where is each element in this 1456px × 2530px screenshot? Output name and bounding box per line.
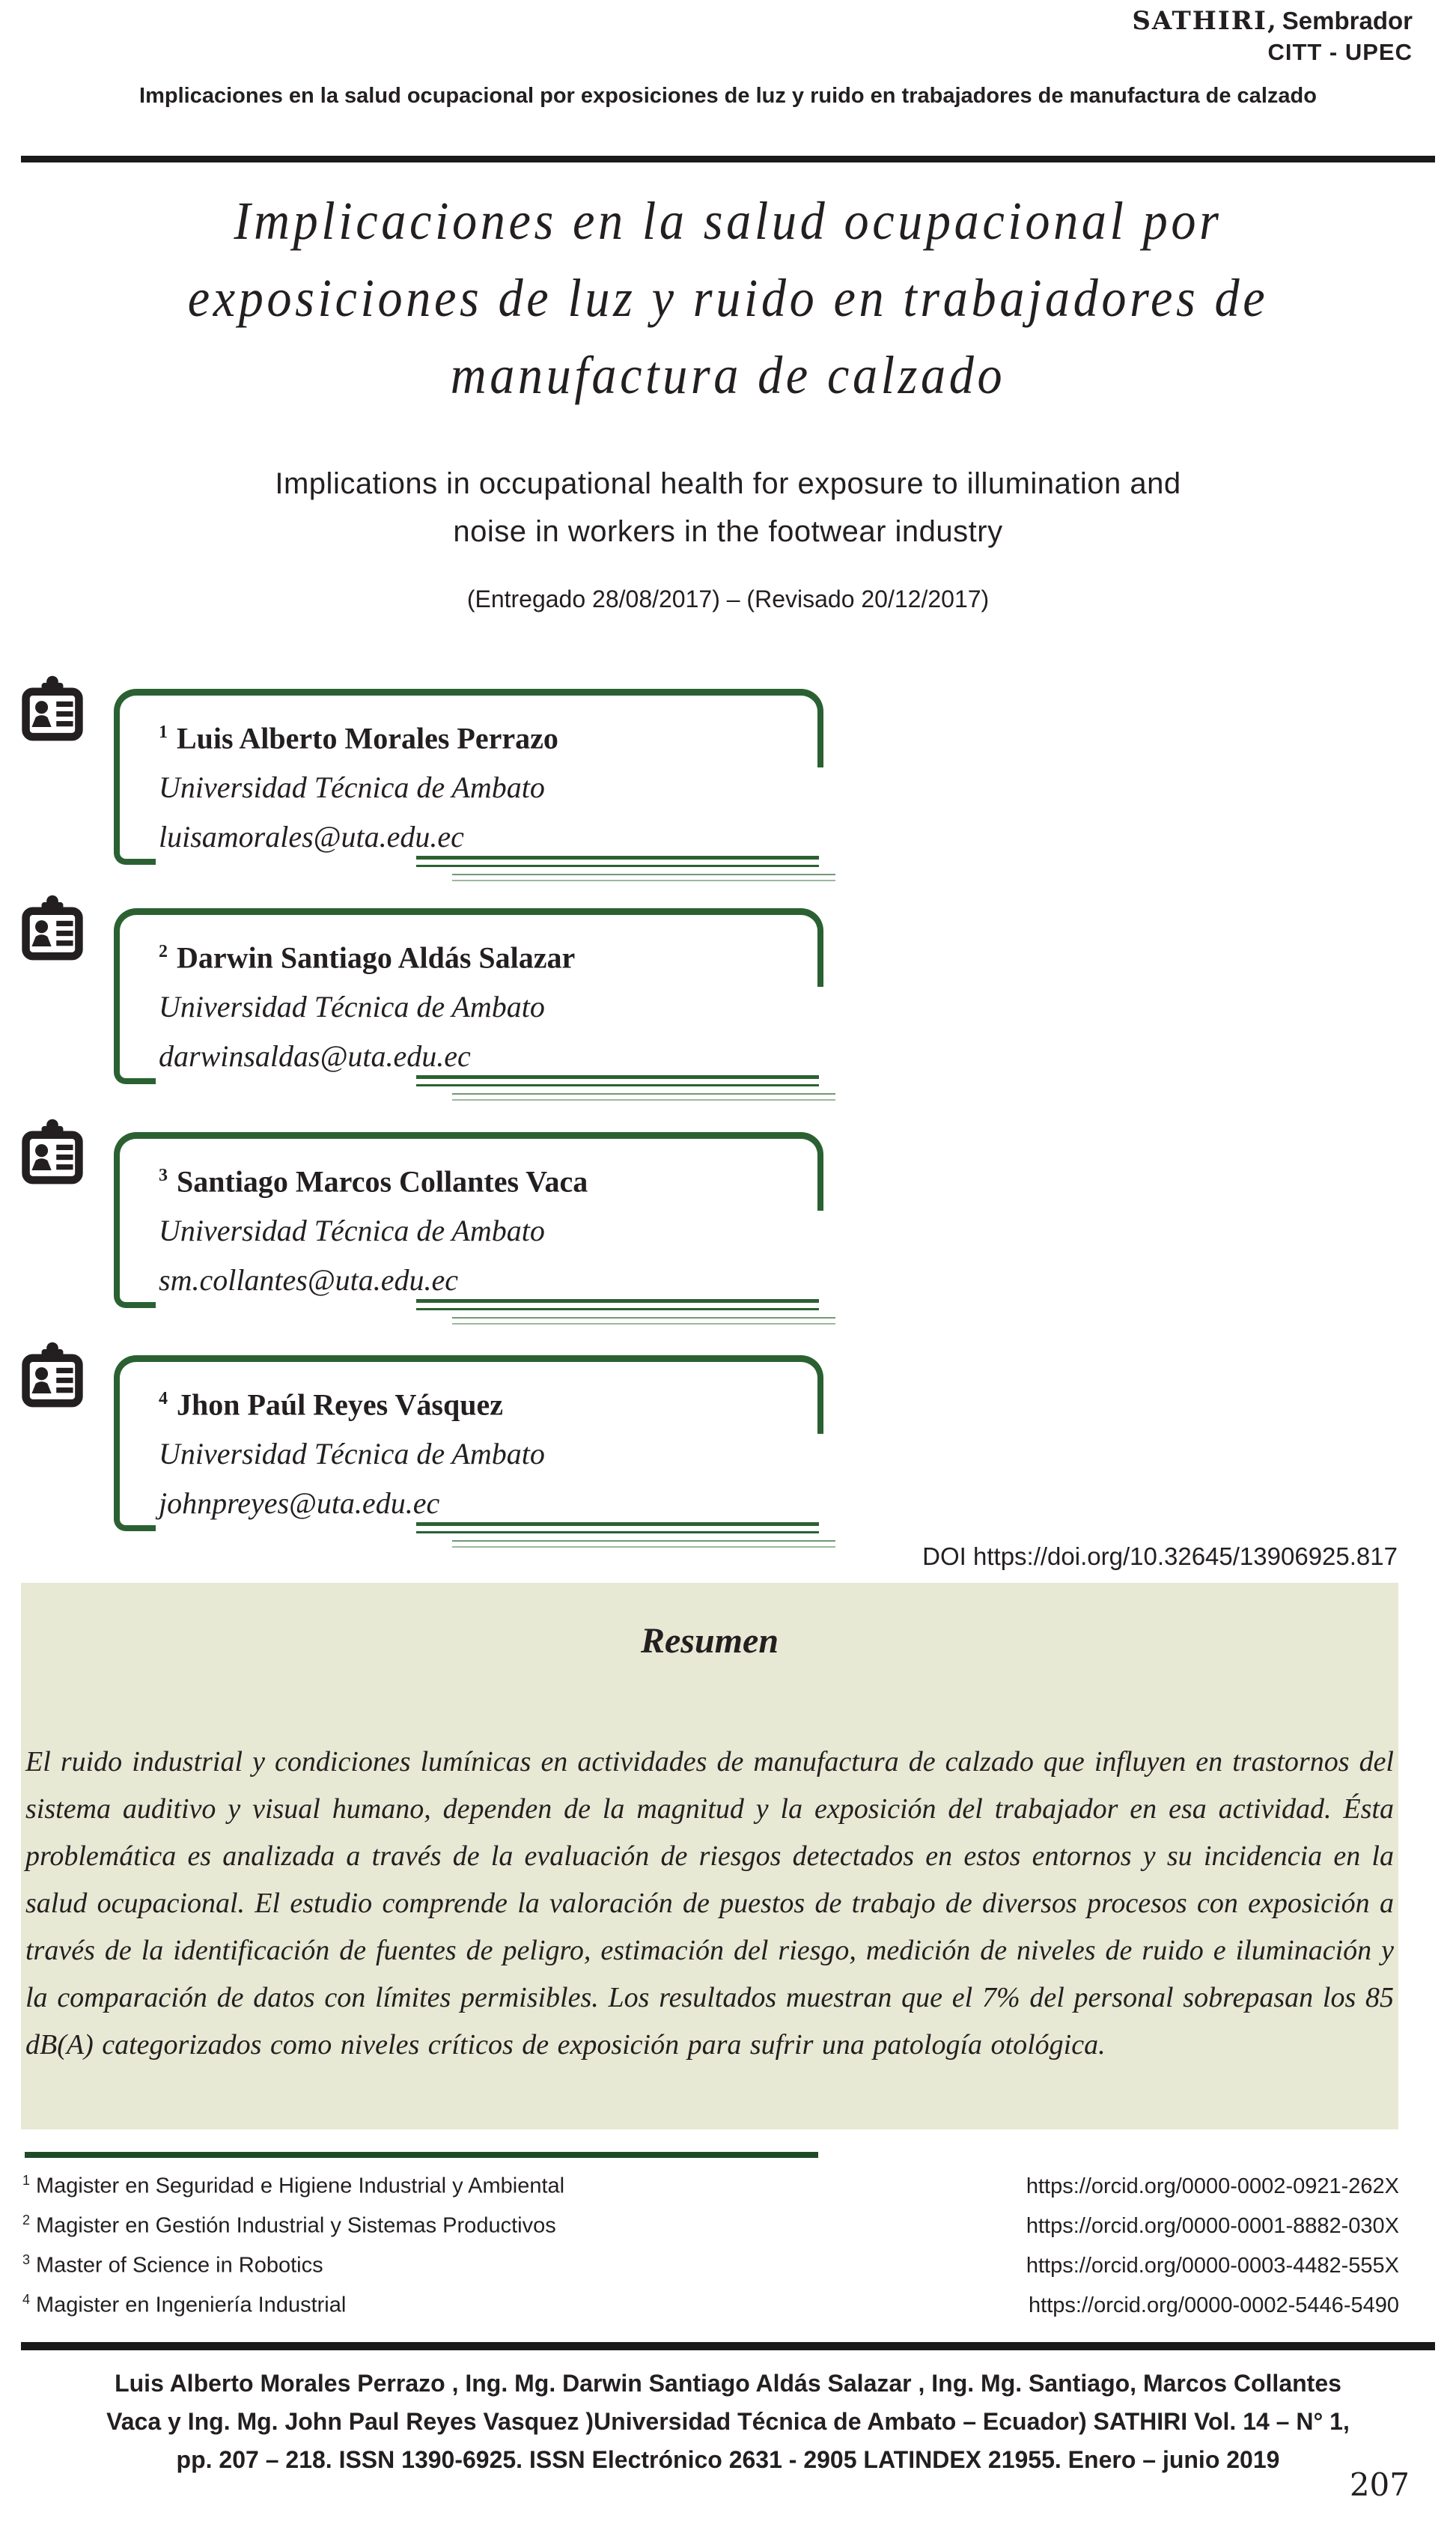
citation-line: Luis Alberto Morales Perrazo , Ing. Mg. Darwin Santiago Aldás Salazar , Ing. Mg. Santiago, Marcos Collantes [115, 2370, 1341, 2397]
footnote-row [22, 2252, 1399, 2292]
ornament-line [416, 865, 819, 867]
orcid-link[interactable]: https://orcid.org/0000-0002-5446-5490 [1029, 2293, 1399, 2317]
author-footnote-mark: 2 [159, 942, 168, 961]
footnote-mark: 2 [22, 2213, 31, 2228]
title-line: manufactura de calzado [450, 345, 1006, 405]
id-card-icon [21, 674, 84, 743]
card-frame-detail [114, 1283, 156, 1308]
ornament-line [452, 1093, 835, 1095]
author-block [0, 1106, 1456, 1328]
author-name: $^3$ Santiago Marcos Collantes Vaca [159, 1164, 588, 1199]
divider-ornament [416, 1522, 819, 1548]
ornament-line [452, 1546, 835, 1548]
footnote-separator [25, 2152, 818, 2158]
footnote-text: $^4$ Magister en Ingeniería Industrial [22, 2292, 347, 2317]
ornament-line-group [452, 1317, 835, 1325]
orcid-link[interactable]: https://orcid.org/0000-0002-0921-262X [1026, 2174, 1399, 2198]
card-frame-detail [114, 1506, 156, 1531]
ornament-line [452, 1099, 835, 1101]
orcid-link[interactable]: https://orcid.org/0000-0003-4482-555X [1026, 2253, 1399, 2278]
author-affiliation: Universidad Técnica de Ambato [159, 1214, 545, 1248]
ornament-line [416, 1308, 819, 1310]
footnote-mark: 1 [22, 2173, 31, 2188]
ornament-line [416, 1522, 819, 1526]
author-card-frame [114, 1132, 823, 1298]
author-info [120, 696, 817, 862]
author-card-frame [114, 1355, 823, 1521]
id-card-icon [21, 1340, 84, 1409]
ornament-line [452, 874, 835, 875]
journal-masthead [1132, 6, 1413, 36]
footnote-row [22, 2213, 1399, 2252]
author-name: $^4$ Jhon Paúl Reyes Vásquez [159, 1387, 503, 1422]
ornament-line [452, 1540, 835, 1542]
ornament-line [452, 1317, 835, 1319]
author-info [120, 1139, 817, 1305]
footnote-mark: 4 [22, 2292, 31, 2307]
author-card-frame [114, 908, 823, 1074]
author-name: $^1$ Luis Alberto Morales Perrazo [159, 721, 558, 755]
footnote-row [22, 2292, 1399, 2332]
id-card-icon-svg [21, 893, 84, 962]
ornament-line-group [452, 1093, 835, 1101]
divider-ornament [416, 1299, 819, 1325]
abstract-section [21, 1583, 1398, 2129]
author-email[interactable]: sm.collantes@uta.edu.ec [159, 1263, 459, 1298]
citation-block [28, 2365, 1428, 2479]
ornament-line [416, 1299, 819, 1303]
id-card-icon-svg [21, 674, 84, 743]
author-card-frame [114, 689, 823, 854]
journal-tagline: Sembrador [1282, 7, 1413, 34]
author-email[interactable]: johnpreyes@uta.edu.ec [159, 1486, 440, 1521]
footnote-text: $^1$ Magister en Seguridad e Higiene Industrial y Ambiental [22, 2173, 565, 2198]
footer-rule [21, 2342, 1435, 2350]
author-block [0, 882, 1456, 1104]
author-footnote-mark: 1 [159, 723, 168, 742]
title-line: exposiciones de luz y ruido en trabajadores de [187, 268, 1269, 328]
article-title-en [0, 460, 1456, 556]
author-name: $^2$ Darwin Santiago Aldás Salazar [159, 940, 576, 975]
ornament-line-group [452, 874, 835, 881]
divider-ornament [416, 856, 819, 881]
card-frame-detail [817, 1434, 823, 1512]
footnote-text: $^2$ Magister en Gestión Industrial y Sistemas Productivos [22, 2213, 556, 2238]
abstract-heading: Resumen [640, 1621, 779, 1661]
abstract-text: El ruido industrial y condiciones lumínicas en actividades de manufactura de calzado que influyen en trastornos del sistema auditivo y visual humano, dependen de la magnitud y la exposición del trabajador en esa actividad. Ésta problemática es analizada a través de la evaluación de riesgos detectados en estos entornos y su incidencia en la salud ocupacional. El estudio comprende la valoración de puestos de trabajo de diversos procesos con exposición a través de la identificación de fuentes de peligro, estimación del riesgo, medición de niveles de ruido e iluminación y la comparación de datos con límites permisibles. Los resultados muestran que el 7% del personal sobrepasan los 85 dB(A) categorizados como niveles críticos de exposición para sufrir una patología otológica. [25, 1746, 1394, 2061]
title-line: noise in workers in the footwear industry [453, 515, 1003, 548]
page-number: 207 [1349, 2466, 1410, 2503]
author-affiliation: Universidad Técnica de Ambato [159, 990, 545, 1024]
ornament-line [452, 1323, 835, 1325]
submission-dates: (Entregado 28/08/2017) – (Revisado 20/12/2017) [466, 586, 990, 612]
footnote-mark: 3 [22, 2252, 31, 2267]
author-block [0, 663, 1456, 884]
journal-org: CITT - UPEC [1267, 39, 1413, 65]
id-card-icon-svg [21, 1340, 84, 1409]
article-title-es [58, 183, 1398, 414]
card-frame-detail [114, 1059, 156, 1084]
ornament-line [416, 1075, 819, 1079]
divider-ornament [416, 1075, 819, 1101]
citation-line: pp. 207 – 218. ISSN 1390-6925. ISSN Electrónico 2631 - 2905 LATINDEX 21955. Enero – junio 2019 [176, 2446, 1280, 2473]
author-affiliation: Universidad Técnica de Ambato [159, 1437, 545, 1471]
author-footnote-mark: 3 [159, 1166, 168, 1185]
card-frame-detail [114, 839, 156, 865]
orcid-link[interactable]: https://orcid.org/0000-0001-8882-030X [1026, 2213, 1399, 2238]
title-line: Implicaciones en la salud ocupacional por [234, 191, 1222, 251]
footnote-text: $^3$ Master of Science in Robotics [22, 2252, 323, 2278]
author-footnote-mark: 4 [159, 1389, 168, 1408]
author-info [120, 1362, 817, 1528]
citation-line: Vaca y Ing. Mg. John Paul Reyes Vasquez )Universidad Técnica de Ambato – Ecuador) SATHIRI Vol. 14 – N° 1, [106, 2408, 1350, 2435]
doi-link[interactable]: DOI https://doi.org/10.32645/13906925.817 [922, 1542, 1398, 1570]
author-email[interactable]: luisamorales@uta.edu.ec [159, 820, 464, 854]
ornament-line [416, 1531, 819, 1533]
ornament-line [416, 856, 819, 860]
footnotes [22, 2173, 1399, 2332]
header-rule [21, 156, 1435, 162]
running-title: Implicaciones en la salud ocupacional por exposiciones de luz y ruido en trabajadores de manufactura de calzado [139, 84, 1317, 108]
author-info [120, 915, 817, 1081]
id-card-icon [21, 893, 84, 962]
footnote-row [22, 2173, 1399, 2213]
card-frame-detail [817, 987, 823, 1065]
ornament-line [416, 1084, 819, 1086]
author-affiliation: Universidad Técnica de Ambato [159, 770, 545, 805]
card-frame-detail [817, 1211, 823, 1289]
author-block [0, 1329, 1456, 1551]
ornament-line [452, 880, 835, 881]
title-line: Implications in occupational health for exposure to illumination and [275, 467, 1181, 500]
id-card-icon-svg [21, 1117, 84, 1186]
card-frame-detail [817, 767, 823, 846]
journal-name: SATHIRI, [1132, 6, 1278, 36]
id-card-icon [21, 1117, 84, 1186]
ornament-line-group [452, 1540, 835, 1548]
author-email[interactable]: darwinsaldas@uta.edu.ec [159, 1039, 471, 1074]
